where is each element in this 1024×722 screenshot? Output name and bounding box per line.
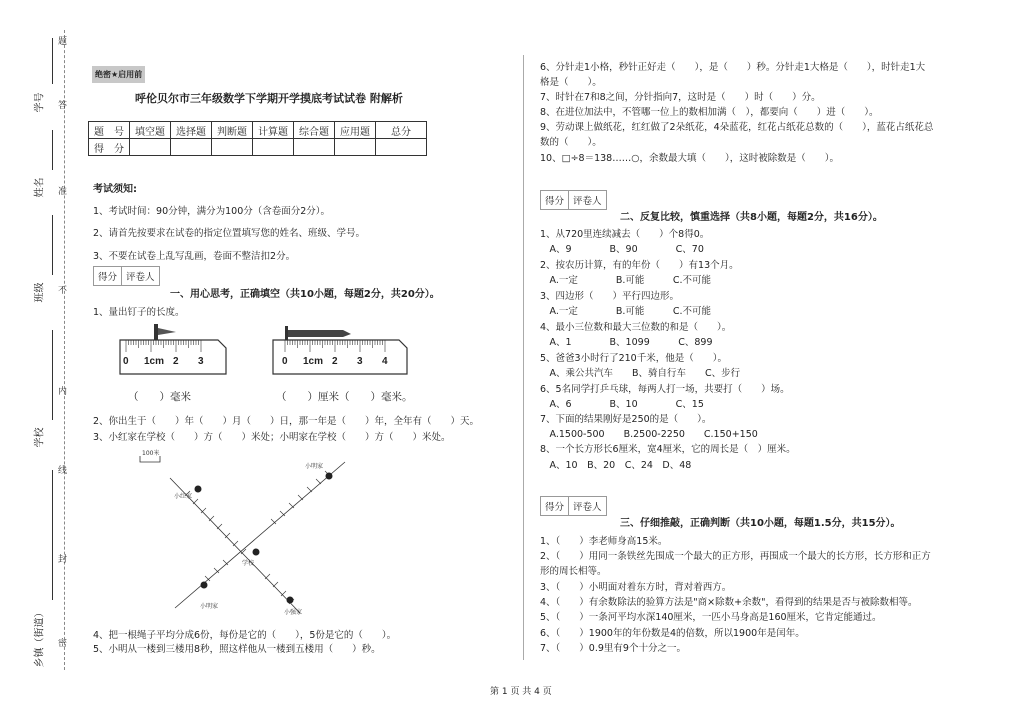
field-line [52,470,53,600]
section3-line: 5、（ ）一条河平均水深140厘米，一匹小马身高是160厘米，它肯定能通过。 [540,612,882,623]
section3-line: 1、（ ）李老师身高15米。 [540,536,668,547]
confidential-stamp: 绝密★启用前 [92,66,145,83]
ruler-tick-label: 3 [198,356,204,367]
score-cell: 计算题 [253,122,294,139]
ruler-tick-label: 2 [332,356,338,367]
seal-char: 线 [58,466,68,476]
section2-line: 6、5名同学打乒乓球，每两人打一场，共要打（ ）场。 [540,384,790,395]
score-cell[interactable] [130,139,171,156]
map-label: 小强家 [284,609,303,616]
question-1: 1、量出钉子的长度。 [93,307,185,318]
question-2: 2、你出生于（ ）年（ ）月（ ）日，那一年是（ ）年，全年有（ ）天。 [93,416,480,427]
section3-line: 6、（ ）1900年的年份数是4的倍数，所以1900年是闰年。 [540,628,805,639]
map-scale-label: 100米 [142,450,160,457]
grader-score-label: 得分 [94,267,122,285]
notice-item: 1、考试时间：90分钟，满分为100分（含卷面分2分）。 [93,206,331,217]
section2-line: A.一定 B.可能 C.不可能 [540,275,712,286]
section3-line: 3、（ ）小明面对着东方时，背对着西方。 [540,582,732,593]
map-label: 学校 [242,560,255,567]
section3-line: 7、（ ）0.9里有9个十分之一。 [540,643,686,654]
section3-title: 三、仔细推敲，正确判断（共10小题，每题1.5分，共15分）。 [620,518,901,529]
score-table-score-row [89,139,427,156]
ruler-tick-label: 1cm [144,356,165,367]
score-cell[interactable] [376,139,427,156]
section2-line: 5、爸爸3小时行了210千米，他是（ ）。 [540,353,727,364]
page-number: 第 1 页 共 4 页 [490,687,552,697]
ruler-answer-2: （ ）厘米（ ）毫米。 [276,391,413,403]
section2-line: A、9 B、90 C、70 [540,244,704,255]
section2-line: 7、下面的结果刚好是250的是（ ）。 [540,414,712,425]
question-9-cont: 数的（ ）。 [540,137,602,148]
section2-line: A.一定 B.可能 C.不可能 [540,306,712,317]
question-5: 5、小明从一楼到三楼用8秒，照这样他从一楼到五楼用（ ）秒。 [93,644,381,655]
map-label: 小明家 [305,463,324,470]
section3-line: 形的周长相等。 [540,566,607,577]
seal-char: 答 [58,101,68,111]
grader-score-label: 得分 [541,191,569,209]
score-cell: 应用题 [335,122,376,139]
ruler-tick-label: 1cm [303,356,324,367]
question-8: 8、在进位加法中，不管哪一位上的数相加满（ ），都要向（ ）进（ ）。 [540,107,879,118]
score-cell: 判断题 [212,122,253,139]
score-cell[interactable] [253,139,294,156]
ruler-tick-label: 2 [173,356,179,367]
score-cell: 选择题 [171,122,212,139]
map-point [326,473,333,480]
grader-reviewer-label: 评卷人 [126,272,155,283]
field-school: 学校 [34,427,46,448]
score-cell[interactable] [212,139,253,156]
section2-title: 二、反复比较，慎重选择（共8小题，每题2分，共16分）。 [620,212,883,223]
ruler-answer-1: （ ）毫米 [128,391,191,403]
ruler-tick-label: 0 [123,356,129,367]
field-student-id: 学号 [34,92,46,113]
seal-char: 内 [58,387,68,397]
field-class: 班级 [34,282,46,303]
field-name: 姓名 [34,177,46,198]
grader-box [540,496,607,516]
map-point [195,486,202,493]
ruler-left [118,320,230,376]
seal-char: 密 [58,639,68,649]
section2-line: 2、按农历计算，有的年份（ ）有13个月。 [540,260,739,271]
score-table-header-row [89,122,427,139]
section2-line: 8、一个长方形长6厘米，宽4厘米，它的周长是（ ）厘米。 [540,444,796,455]
field-line [52,330,53,420]
section2-line: A、1 B、1099 C、899 [540,337,713,348]
question-3: 3、小红家在学校（ ）方（ ）米处；小明家在学校（ ）方（ ）米处。 [93,432,451,443]
field-line [52,38,53,84]
score-cell: 填空题 [130,122,171,139]
notice-heading: 考试须知: [93,184,137,195]
map-label: 小红家 [174,493,193,500]
section3-line: 4、（ ）有余数除法的验算方法是"商×除数+余数"，看得到的结果是否与被除数相等。 [540,597,918,608]
notice-item: 3、不要在试卷上乱写乱画，卷面不整洁扣2分。 [93,251,296,262]
section2-line: 1、从720里连续减去（ ）个8得0。 [540,229,710,240]
score-table [88,121,427,156]
field-line [52,130,53,170]
map-label: 小明家 [200,603,219,610]
seal-char: 封 [58,555,68,565]
grader-box [540,190,607,210]
grader-reviewer-label: 评卷人 [573,502,602,513]
question-6-cont: 格是（ ）。 [540,77,602,88]
section2-line: A、乘公共汽车 B、骑自行车 C、步行 [540,368,741,379]
field-line [52,215,53,275]
question-10: 10、□÷8＝138……○，余数最大填（ ），这时被除数是（ ）。 [540,153,839,164]
score-cell: 综合题 [294,122,335,139]
map-point [253,549,260,556]
question-4: 4、把一根绳子平均分成6份，每份是它的（ ），5份是它的（ ）。 [93,630,397,641]
question-6: 6、分针走1小格，秒针正好走（ ），是（ ）秒。分针走1大格是（ ），时针走1大 [540,62,926,73]
seal-char: 题 [58,37,68,47]
grader-score-label: 得分 [541,497,569,515]
map-point [287,597,294,604]
section1-title: 一、用心思考，正确填空（共10小题，每题2分，共20分）。 [170,289,440,300]
direction-map [130,448,360,620]
score-cell[interactable] [335,139,376,156]
score-cell[interactable] [171,139,212,156]
section2-line: A、6 B、10 C、15 [540,399,704,410]
section3-line: 2、（ ）用同一条铁丝先围成一个最大的正方形，再围成一个最大的长方形，长方形和正方 [540,551,931,562]
ruler-right [271,320,413,376]
grader-box [93,266,160,286]
column-divider [523,55,524,660]
score-cell: 得 分 [89,139,130,156]
section2-line: A、10 B、20 C、24 D、48 [540,460,692,471]
section2-line: A.1500-500 B.2500-2250 C.150+150 [540,429,758,440]
seal-char: 准 [58,187,68,197]
question-9: 9、劳动课上做纸花，红红做了2朵纸花，4朵蓝花，红花占纸花总数的（ ），蓝花占纸花总 [540,122,934,133]
ruler-tick-label: 0 [282,356,288,367]
map-point [201,582,208,589]
score-cell[interactable] [294,139,335,156]
section2-line: 3、四边形（ ）平行四边形。 [540,291,680,302]
ruler-tick-label: 3 [357,356,363,367]
field-township: 乡镇（街道） [34,607,46,668]
page-title: 呼伦贝尔市三年级数学下学期开学摸底考试试卷 附解析 [135,92,403,105]
ruler-tick-label: 4 [382,356,388,367]
section2-line: 4、最小三位数和最大三位数的和是（ ）。 [540,322,732,333]
score-cell: 题 号 [89,122,130,139]
notice-item: 2、请首先按要求在试卷的指定位置填写您的姓名、班级、学号。 [93,228,366,239]
seal-char: 不 [58,286,68,296]
grader-reviewer-label: 评卷人 [573,196,602,207]
question-7: 7、时针在7和8之间，分针指向7，这时是（ ）时（ ）分。 [540,92,821,103]
score-cell: 总分 [376,122,427,139]
